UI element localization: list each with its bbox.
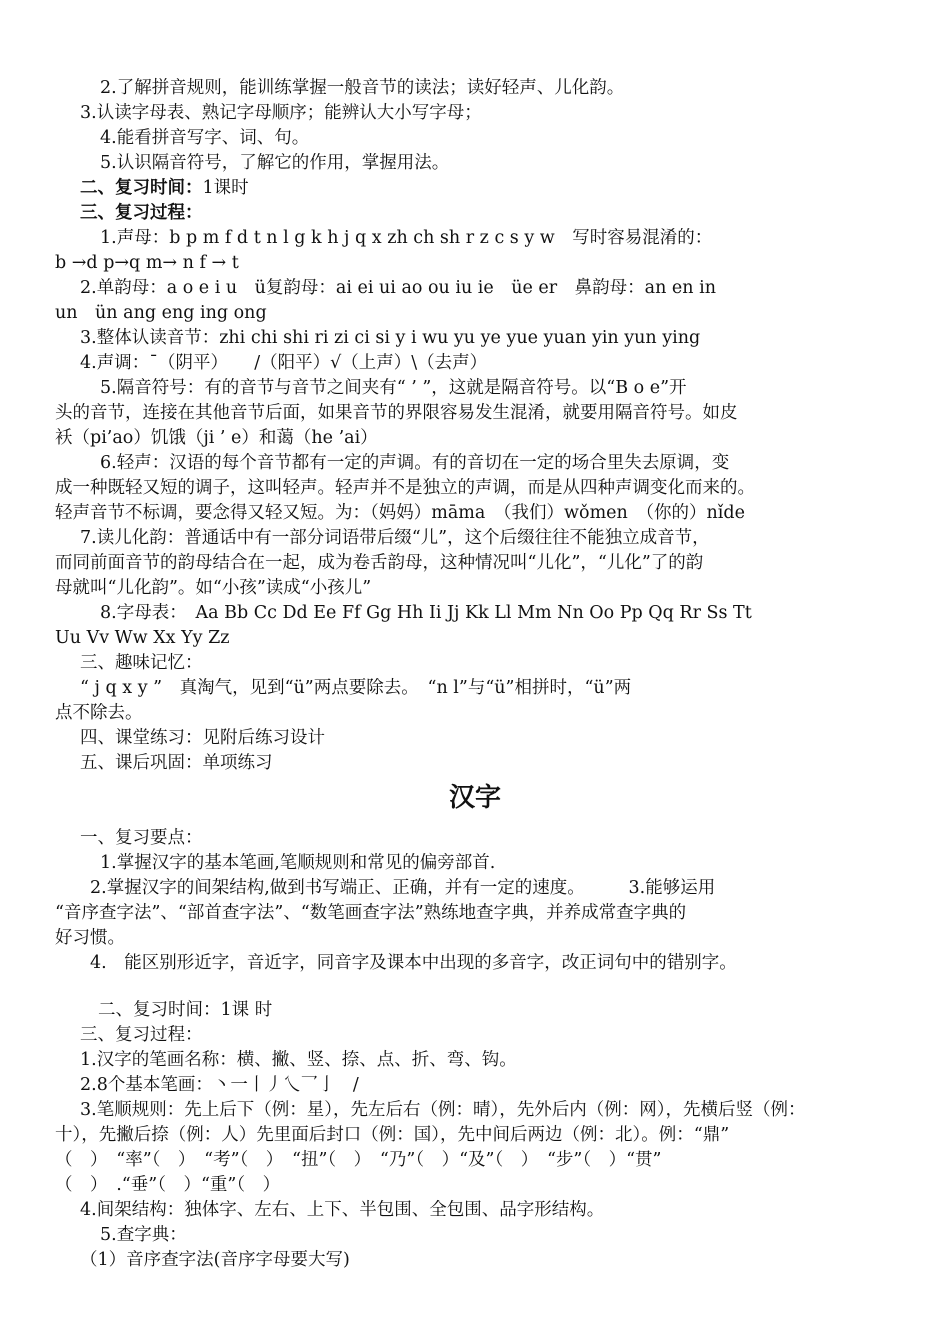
pinyin-separator-mark-cont-2: 袄（pi’ao）饥饿（ji ’ e）和蔼（he ’ai） [55, 428, 378, 448]
hanzi-basic-strokes: 2.8个基本笔画：丶一丨丿乀乛亅 / [80, 1075, 359, 1095]
hanzi-point-3: “音序查字法”、“部首查字法”、“数笔画查字法”熟练地查字典，并养成常查字典的 [55, 903, 687, 923]
pinyin-fun-memory: “ j q x y ” 真淘气，见到“ü”两点要除去。 “n l”与“ü”相拼时，“ü”两 [80, 678, 632, 698]
hanzi-review-process-heading: 三、复习过程： [80, 1025, 203, 1045]
review-time-heading: 二、复习时间： [80, 178, 203, 198]
pinyin-erhua-cont-2: 母就叫“儿化韵”。如“小孩”读成“小孩儿” [55, 578, 372, 598]
pinyin-review-process-heading: 三、复习过程： [80, 203, 203, 223]
pinyin-confusable-initials: b →d p→q m→ n f → t [55, 253, 239, 273]
hanzi-stroke-order-cont-3: （ ） .“垂”（ ）“重”（ ） [55, 1175, 281, 1195]
hanzi-dictionary-heading: 5.查字典： [100, 1225, 187, 1245]
hanzi-review-time: 二、复习时间：1课 时 [98, 1000, 273, 1020]
pinyin-neutral-tone-cont-2: 轻声音节不标调，要念得又轻又短。为：（妈妈）māma （我们）wǒmen （你的）nǐde [55, 503, 745, 523]
hanzi-stroke-order-cont-2: （ ） “率”（ ） “考”（ ） “扭”（ ） “乃”（ ）“及”（ ） “步”（ ）“贯” [55, 1150, 662, 1170]
pinyin-alphabet: 8.字母表： Aa Bb Cc Dd Ee Ff Gg Hh Ii Jj Kk Ll Mm Nn Oo Pp Qq Rr Ss Tt [100, 603, 752, 623]
pinyin-review-time [80, 176, 930, 200]
pinyin-class-practice: 四、课堂练习：见附后练习设计 [80, 728, 325, 748]
pinyin-erhua: 7.读儿化韵：普通话中有一部分词语带后缀“儿”，这个后缀往往不能独立成音节， [80, 528, 710, 548]
pinyin-goal-2: 2.了解拼音规则，能训练掌握一般音节的读法；读好轻声、儿化韵。 [100, 78, 625, 98]
pinyin-finals-cont: un ün ang eng ing ong [55, 303, 267, 323]
hanzi-stroke-order: 3.笔顺规则：先上后下（例：星），先左后右（例：晴），先外后内（例：网），先横后竖（例： [80, 1100, 806, 1120]
hanzi-point-2: 2.掌握汉字的间架结构,做到书写端正、正确，并有一定的速度。 3.能够运用 [90, 878, 716, 898]
pinyin-erhua-cont-1: 而同前面音节的韵母结合在一起，成为卷舌韵母，这种情况叫“儿化”，“儿化”了的韵 [55, 553, 704, 573]
pinyin-finals: 2.单韵母：a o e i u ü复韵母：ai ei ui ao ou iu ie üe er 鼻韵母：an en in [80, 278, 716, 298]
hanzi-point-3-cont: 好习惯。 [55, 928, 125, 948]
hanzi-stroke-names: 1.汉字的笔画名称：横、撇、竖、捺、点、折、弯、钩。 [80, 1050, 517, 1070]
pinyin-neutral-tone-cont-1: 成一种既轻又短的调子，这叫轻声。轻声并不是独立的声调，而是从四种声调变化而来的。 [55, 478, 755, 498]
section-title-hanzi: 汉字 [448, 783, 501, 813]
pinyin-goal-3: 3.认读字母表、熟记字母顺序；能辨认大小写字母； [80, 103, 482, 123]
pinyin-goal-5: 5.认识隔音符号，了解它的作用，掌握用法。 [100, 153, 450, 173]
review-time-value: 1课时 [202, 178, 249, 198]
hanzi-structure: 4.间架结构：独体字、左右、上下、半包围、全包围、品字形结构。 [80, 1200, 605, 1220]
pinyin-alphabet-cont: Uu Vv Ww Xx Yy Zz [55, 628, 230, 648]
pinyin-separator-mark-cont-1: 头的音节，连接在其他音节后面，如果音节的界限容易发生混淆，就要用隔音符号。如皮 [55, 403, 738, 423]
pinyin-goal-4: 4.能看拼音写字、词、句。 [100, 128, 310, 148]
pinyin-separator-mark: 5.隔音符号：有的音节与音节之间夹有“ ’ ”，这就是隔音符号。以“B o e”开 [100, 378, 687, 398]
pinyin-after-class: 五、课后巩固：单项练习 [80, 753, 273, 773]
pinyin-whole-syllables: 3.整体认读音节：zhi chi shi ri zi ci si y i wu yu ye yue yuan yin yun ying [80, 328, 701, 348]
hanzi-point-1: 1.掌握汉字的基本笔画,笔顺规则和常见的偏旁部首. [100, 853, 496, 873]
hanzi-point-4: 4. 能区别形近字，音近字，同音字及课本中出现的多音字，改正词句中的错别字。 [90, 953, 737, 973]
pinyin-initials: 1.声母：b p m f d t n l g k h j q x zh ch sh r z c s y w 写时容易混淆的： [100, 228, 713, 248]
hanzi-stroke-order-cont-1: 十），先撇后捺（例：人）先里面后封口（例：国），先中间后两边（例：北）。例：“鼎” [55, 1125, 730, 1145]
hanzi-key-points-heading: 一、复习要点： [80, 828, 203, 848]
hanzi-dictionary-method-1: （1）音序查字法(音序字母要大写) [80, 1250, 350, 1270]
pinyin-fun-memory-heading: 三、趣味记忆： [80, 653, 203, 673]
pinyin-neutral-tone: 6.轻声：汉语的每个音节都有一定的声调。有的音切在一定的场合里失去原调，变 [100, 453, 730, 473]
pinyin-tones: 4.声调：¯（阴平） /（阳平）√（上声）\（去声） [80, 353, 488, 373]
pinyin-fun-memory-cont: 点不除去。 [55, 703, 143, 723]
